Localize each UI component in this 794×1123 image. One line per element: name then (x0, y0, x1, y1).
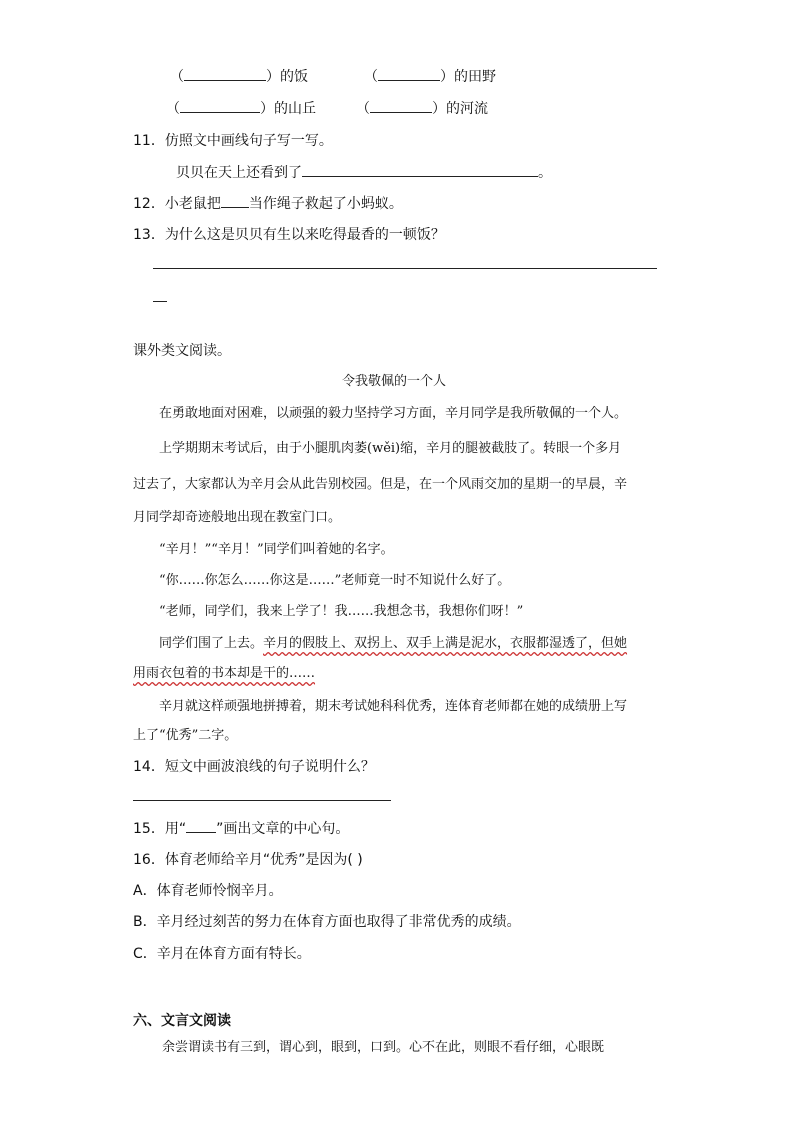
blank-row2-left: （ ）的山丘 (166, 98, 316, 118)
underline-sample (186, 818, 216, 833)
section-6-line1: 余尝谓读书有三到，谓心到，眼到，口到。心不在此，则眼不看仔细，心眼既 (162, 1040, 605, 1055)
answer-line[interactable] (302, 162, 538, 177)
prompt-end: 。 (538, 165, 552, 181)
answer-line[interactable] (153, 268, 657, 269)
option-a[interactable]: A．体育老师怜悯辛月。 (133, 883, 283, 899)
answer-line[interactable] (133, 800, 391, 801)
blank-row1-left: （ ）的饭 (170, 66, 308, 86)
prompt-text: 贝贝在天上还看到了 (176, 165, 302, 181)
passage-paragraph-6-line2 (133, 662, 315, 681)
phrase-text: 的河流 (446, 101, 488, 117)
question-13: 13．为什么这是贝贝有生以来吃得最香的一顿饭？ (133, 227, 445, 243)
passage-paragraph-4: “你……你怎么……你这是……”老师竟一时不知说什么好了。 (159, 573, 511, 588)
question-11: 11．仿照文中画线句子写一写。 (133, 133, 333, 149)
phrase-text: 的山丘 (274, 101, 316, 117)
passage-paragraph-6-line1 (159, 632, 627, 651)
question-15 (133, 818, 349, 838)
q15-text-a: 15．用“ (133, 821, 187, 837)
passage-paragraph-2-line2: 过去了，大家都认为辛月会从此告别校园。但是，在一个风雨交加的星期一的早晨，辛 (133, 477, 628, 492)
wavy-underlined-text: 辛月的假肢上、双拐上、双手上满是泥水，衣服都湿透了，但她 (263, 636, 628, 651)
passage-paragraph-5: “老师，同学们，我来上学了！我……我想念书，我想你们呀！” (159, 604, 524, 619)
question-16: 16．体育老师给辛月“优秀”是因为( ) (133, 852, 363, 868)
blank-line[interactable] (378, 66, 440, 81)
passage-paragraph-2-line1: 上学期期末考试后，由于小腿肌肉萎(wěi)缩，辛月的腿被截肢了。转眼一个多月 (159, 441, 622, 456)
plain-text: 同学们围了上去。 (159, 636, 264, 651)
passage-paragraph-7-line1: 辛月就这样顽强地拼搏着，期末考试她科科优秀，连体育老师都在她的成绩册上写 (159, 699, 628, 714)
answer-line[interactable] (221, 193, 249, 208)
question-14: 14．短文中画波浪线的句子说明什么？ (133, 759, 375, 775)
blank-line[interactable] (370, 98, 432, 113)
question-12 (133, 193, 403, 213)
phrase-text: 的饭 (280, 69, 308, 85)
passage-paragraph-2-line3: 月同学却奇迹般地出现在教室门口。 (133, 510, 342, 525)
passage-paragraph-1: 在勇敢地面对困难，以顽强的毅力坚持学习方面，辛月同学是我所敬佩的一个人。 (159, 406, 628, 421)
q15-text-b: ”画出文章的中心句。 (216, 821, 350, 837)
phrase-text: 的田野 (454, 69, 496, 85)
blank-row2-right: （ ）的河流 (356, 98, 488, 118)
passage-title: 令我敬佩的一个人 (342, 374, 447, 389)
answer-line-short[interactable] (153, 301, 167, 302)
q12-text-b: 当作绳子救起了小蚂蚁。 (248, 196, 403, 212)
section-6-heading: 六、文言文阅读 (133, 1013, 231, 1029)
blank-row1-right: （ ）的田野 (364, 66, 496, 86)
passage-paragraph-7-line2: 上了“优秀”二字。 (133, 728, 238, 743)
passage-paragraph-3: “辛月！”“辛月！”同学们叫着她的名字。 (159, 542, 394, 557)
option-c[interactable]: C．辛月在体育方面有特长。 (133, 946, 311, 962)
option-b[interactable]: B．辛月经过刻苦的努力在体育方面也取得了非常优秀的成绩。 (133, 914, 521, 930)
wavy-underlined-text: 用雨衣包着的书本却是干的…… (133, 666, 316, 681)
question-11-prompt (176, 162, 552, 182)
blank-line[interactable] (184, 66, 266, 81)
q12-text-a: 12．小老鼠把 (133, 196, 221, 212)
blank-line[interactable] (180, 98, 260, 113)
section-intro: 课外类文阅读。 (133, 343, 231, 359)
